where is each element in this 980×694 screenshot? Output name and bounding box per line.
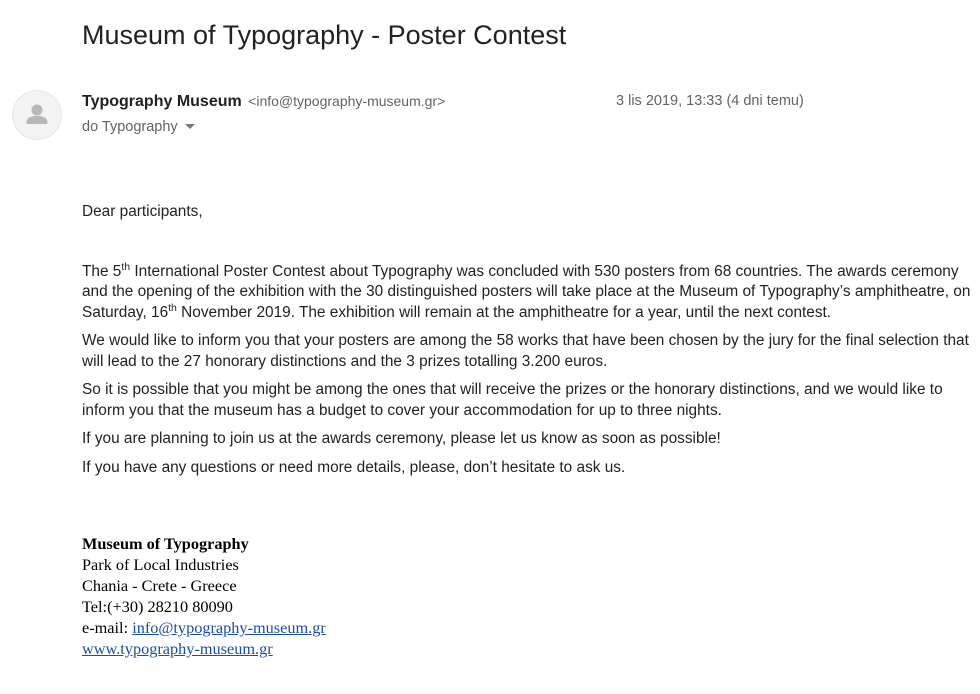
paragraph-accommodation: So it is possible that you might be among the ones that will receive the prizes or the honorary distinctions, and we would like to inform you that the museum has a budget to cover your accommodation for up to three nights. [82, 381, 943, 419]
signature [82, 533, 326, 659]
sender-name[interactable]: Typography Museum [82, 93, 242, 110]
paragraph-questions: If you have any questions or need more details, please, don’t hesitate to ask us. [82, 458, 626, 476]
ordinal-suffix: th [121, 260, 131, 273]
sender-email: <info@typography-museum.gr> [248, 93, 446, 109]
p1-text-c: November 2019. The exhibition will remain at the amphitheatre for a year, until the next contest. [176, 303, 832, 321]
paragraph-ceremony: If you are planning to join us at the awards ceremony, please let us know as soon as possible! [82, 430, 721, 447]
greeting: Dear participants, [82, 203, 203, 220]
ordinal-suffix: th [168, 301, 177, 314]
email-subject: Museum of Typography - Poster Contest [82, 20, 567, 50]
signature-name: Museum of Typography [82, 534, 249, 553]
signature-email-label: e-mail: [82, 618, 133, 637]
p1-text-b: International Poster Contest about Typography was concluded with 530 posters from 68 countries. The awards ceremony and the opening of the exhibition with the 30 distinguished posters will take place at the Museum of Typography’s amphitheatre, on Saturday, 16 [82, 262, 971, 321]
email-body [82, 202, 974, 486]
recipient-details-toggle[interactable] [82, 119, 195, 135]
signature-location: Chania - Crete - Greece [82, 576, 237, 595]
p1-text-a: The 5 [82, 262, 122, 280]
signature-email-link[interactable]: info@typography-museum.gr [132, 618, 326, 637]
paragraph-contest [82, 262, 974, 324]
person-icon [13, 91, 61, 139]
chevron-down-icon[interactable] [185, 124, 195, 129]
signature-address-line: Park of Local Industries [82, 555, 239, 574]
signature-email-line [82, 617, 326, 638]
signature-website-link[interactable]: www.typography-museum.gr [82, 639, 273, 658]
email-date: 3 lis 2019, 13:33 (4 dni temu) [616, 93, 804, 109]
signature-phone: Tel:(+30) 28210 80090 [82, 597, 233, 616]
paragraph-selection: We would like to inform you that your posters are among the 58 works that have been chosen by the jury for the final selection that will lead to the 27 honorary distinctions and the 3 prizes totalling 3.200 euros. [82, 332, 969, 370]
sender-avatar[interactable] [12, 90, 62, 140]
recipient-label: do Typography [82, 119, 178, 135]
sender-line [82, 93, 445, 111]
